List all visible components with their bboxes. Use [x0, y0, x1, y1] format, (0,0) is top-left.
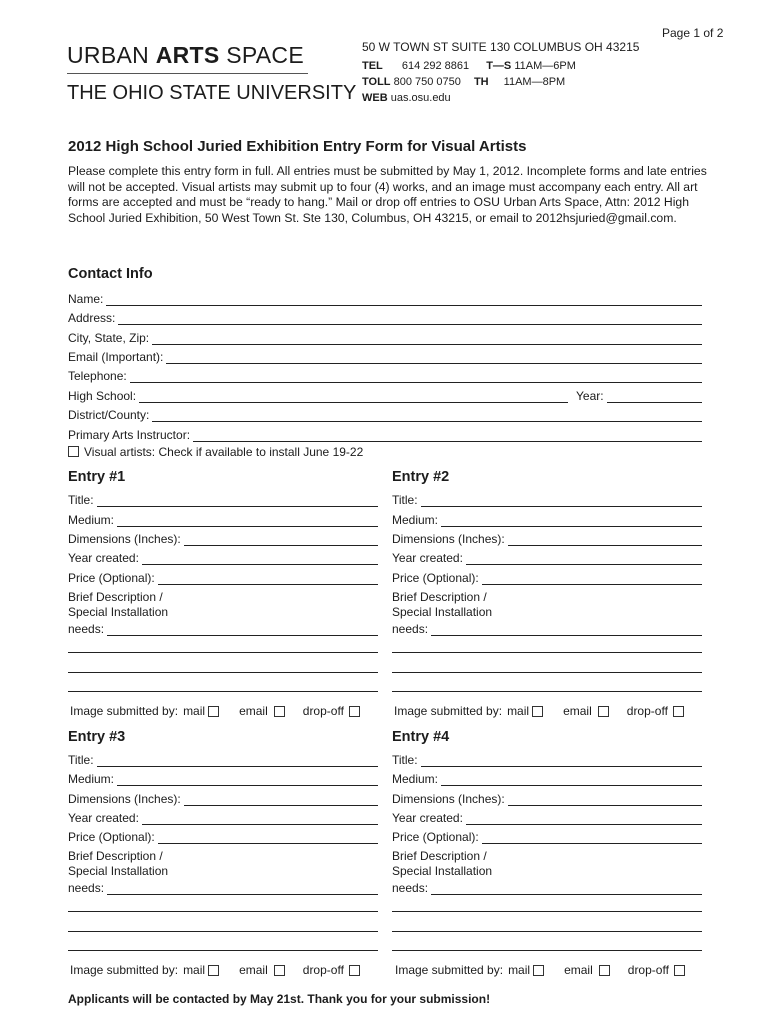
email-field[interactable]: [68, 349, 702, 364]
entry-2-description-label-b: Special Installation: [392, 605, 493, 619]
entry-3-dropoff-label: drop-off: [302, 963, 344, 977]
year-field[interactable]: [576, 388, 702, 403]
contact-row-tel: [362, 60, 576, 72]
district-county-line[interactable]: [152, 410, 702, 422]
entry-4-dimensions-label: Dimensions (Inches):: [392, 792, 505, 806]
logo-word-arts: ARTS: [155, 42, 220, 68]
entry-2-description-line-4[interactable]: [392, 691, 702, 692]
entry-1-mail-checkbox[interactable]: [208, 706, 219, 717]
entry-1-title-field[interactable]: [68, 492, 378, 507]
entry-3-description-label-b: Special Installation: [68, 864, 169, 878]
high-school-field[interactable]: [68, 388, 568, 403]
entry-2-year-created-field[interactable]: [392, 550, 702, 565]
toll-number: 800 750 0750: [393, 76, 461, 88]
name-line[interactable]: [106, 294, 702, 306]
entry-4-description-line[interactable]: [431, 883, 702, 895]
entry-4-medium-label: Medium:: [392, 772, 439, 786]
entry-1-description-label-c: needs:: [68, 622, 105, 636]
entry-4-medium-line[interactable]: [441, 774, 702, 786]
ts-hours: 11AM—6PM: [514, 60, 576, 72]
entry-1-medium-line[interactable]: [117, 515, 378, 527]
entry-3-year-created-label: Year created:: [68, 811, 139, 825]
entry-1-image-submitted-row: [70, 704, 360, 718]
ts-label: T—S: [486, 60, 512, 72]
entry-4-price-field[interactable]: [392, 829, 702, 844]
entry-4-dropoff-checkbox[interactable]: [674, 965, 685, 976]
entry-2-description-line-3[interactable]: [392, 672, 702, 673]
name-label: Name:: [68, 292, 104, 306]
entry-3-dropoff-checkbox[interactable]: [349, 965, 360, 976]
entry-1-email-label: email: [239, 704, 268, 718]
entry-1-price-line[interactable]: [158, 573, 378, 585]
entry-4-mail-label: mail: [508, 963, 531, 977]
entry-1-description-line-4[interactable]: [68, 691, 378, 692]
entry-1-description-line-2[interactable]: [68, 652, 378, 653]
install-availability-row: [68, 445, 363, 459]
entry-4-mail-checkbox[interactable]: [533, 965, 544, 976]
entry-3-medium-label: Medium:: [68, 772, 115, 786]
entry-3-description-label-a: Brief Description /: [68, 849, 163, 863]
email-line[interactable]: [166, 352, 702, 364]
entry-4-description-label-c: needs:: [392, 881, 429, 895]
entry-2-email-option[interactable]: [563, 704, 609, 718]
entry-3-medium-line[interactable]: [117, 774, 378, 786]
entry-4-title-line[interactable]: [421, 755, 702, 767]
entry-3-image-submitted-row: [70, 963, 360, 977]
arts-instructor-field[interactable]: [68, 427, 702, 442]
address-line[interactable]: [118, 313, 702, 325]
entry-3-email-label: email: [239, 963, 268, 977]
entry-4-description-line-2[interactable]: [392, 911, 702, 912]
entry-2-heading: Entry #2: [392, 469, 450, 485]
entry-2-year-created-line[interactable]: [466, 553, 702, 565]
form-title: 2012 High School Juried Exhibition Entry Form for Visual Artists: [68, 138, 527, 155]
entry-4-description-label-b: Special Installation: [392, 864, 493, 878]
entry-2-description-label-a: Brief Description /: [392, 590, 487, 604]
high-school-label: High School:: [68, 389, 137, 403]
email-label: Email (Important):: [68, 350, 164, 364]
entry-2-mail-label: mail: [507, 704, 530, 718]
telephone-field[interactable]: [68, 368, 702, 383]
entry-3-description-line-4[interactable]: [68, 950, 378, 951]
entry-2-title-field[interactable]: [392, 492, 702, 507]
entry-3-description-line[interactable]: [107, 883, 378, 895]
entry-1-medium-label: Medium:: [68, 513, 115, 527]
entry-3-image-submitted-label: Image submitted by:: [70, 963, 179, 977]
entry-3-dimensions-field[interactable]: [68, 791, 378, 806]
street-address: 50 W TOWN ST SUITE 130 COLUMBUS OH 43215: [362, 40, 640, 54]
entry-3-dimensions-label: Dimensions (Inches):: [68, 792, 181, 806]
entry-2-description-field[interactable]: [392, 621, 702, 636]
entry-2-dropoff-option[interactable]: [627, 704, 684, 718]
entry-1-year-created-line[interactable]: [142, 553, 378, 565]
entry-3-price-line[interactable]: [158, 832, 378, 844]
high-school-line[interactable]: [139, 391, 568, 403]
entry-4-image-submitted-label: Image submitted by:: [395, 963, 504, 977]
entry-1-description-line[interactable]: [107, 624, 378, 636]
district-county-field[interactable]: [68, 407, 702, 422]
th-hours: 11AM—8PM: [503, 76, 566, 88]
entry-2-email-checkbox[interactable]: [598, 706, 609, 717]
logo-divider: [67, 73, 308, 74]
entry-4-description-line-4[interactable]: [392, 950, 702, 951]
entry-2-dimensions-line[interactable]: [508, 534, 702, 546]
entry-3-description-label-c: needs:: [68, 881, 105, 895]
entry-1-description-line-3[interactable]: [68, 672, 378, 673]
logo-word-urban: URBAN: [67, 42, 156, 68]
arts-instructor-label: Primary Arts Instructor:: [68, 428, 191, 442]
entry-2-title-line[interactable]: [421, 495, 702, 507]
entry-2-title-label: Title:: [392, 493, 418, 507]
entry-2-mail-option[interactable]: [507, 704, 543, 718]
entry-2-image-submitted-row: [394, 704, 684, 718]
entry-1-heading: Entry #1: [68, 469, 126, 485]
name-field[interactable]: [68, 291, 702, 306]
entry-3-dimensions-line[interactable]: [184, 794, 378, 806]
entry-1-description-label-a: Brief Description /: [68, 590, 163, 604]
entry-3-title-line[interactable]: [97, 755, 378, 767]
entry-2-dimensions-label: Dimensions (Inches):: [392, 532, 505, 546]
entry-1-description-label-b: Special Installation: [68, 605, 169, 619]
entry-3-title-field[interactable]: [68, 752, 378, 767]
entry-2-year-created-label: Year created:: [392, 551, 463, 565]
city-state-zip-field[interactable]: [68, 330, 702, 345]
entry-2-description-line-2[interactable]: [392, 652, 702, 653]
entry-1-title-line[interactable]: [97, 495, 378, 507]
web-label: WEB: [362, 92, 388, 104]
entry-2-price-field[interactable]: [392, 570, 702, 585]
entry-3-price-label: Price (Optional):: [68, 830, 155, 844]
entry-1-year-created-label: Year created:: [68, 551, 139, 565]
entry-4-medium-field[interactable]: [392, 771, 702, 786]
entry-3-mail-label: mail: [183, 963, 206, 977]
entry-2-medium-label: Medium:: [392, 513, 439, 527]
entry-4-dimensions-line[interactable]: [508, 794, 702, 806]
entry-1-mail-option[interactable]: [183, 704, 219, 718]
entry-3-title-label: Title:: [68, 753, 94, 767]
entry-3-mail-checkbox[interactable]: [208, 965, 219, 976]
contact-row-toll: [362, 76, 565, 88]
entry-2-medium-line[interactable]: [441, 515, 702, 527]
entry-2-dimensions-field[interactable]: [392, 531, 702, 546]
logo-urban-arts-space: [67, 42, 304, 69]
entry-1-dropoff-label: drop-off: [302, 704, 344, 718]
entry-4-price-label: Price (Optional):: [392, 830, 479, 844]
entry-2-dropoff-label: drop-off: [626, 704, 668, 718]
entry-1-email-option[interactable]: [239, 704, 285, 718]
telephone-line[interactable]: [130, 371, 702, 383]
entry-4-year-created-field[interactable]: [392, 810, 702, 825]
district-county-label: District/County:: [68, 408, 150, 422]
entry-3-year-created-line[interactable]: [142, 813, 378, 825]
entry-1-dimensions-field[interactable]: [68, 531, 378, 546]
entry-2-price-label: Price (Optional):: [392, 571, 479, 585]
entry-1-description-field[interactable]: [68, 621, 378, 636]
entry-3-heading: Entry #3: [68, 729, 126, 745]
entry-1-dimensions-line[interactable]: [184, 534, 378, 546]
entry-4-title-label: Title:: [392, 753, 418, 767]
logo-word-space: SPACE: [219, 42, 304, 68]
entry-4-title-field[interactable]: [392, 752, 702, 767]
city-state-zip-line[interactable]: [152, 333, 702, 345]
entry-1-title-label: Title:: [68, 493, 94, 507]
entry-2-medium-field[interactable]: [392, 512, 702, 527]
web-address: uas.osu.edu: [390, 92, 451, 104]
entry-1-email-checkbox[interactable]: [274, 706, 285, 717]
entry-4-email-checkbox[interactable]: [599, 965, 610, 976]
entry-1-price-field[interactable]: [68, 570, 378, 585]
entry-1-dimensions-label: Dimensions (Inches):: [68, 532, 181, 546]
address-label: Address:: [68, 311, 116, 325]
arts-instructor-line[interactable]: [193, 430, 702, 442]
page-number: Page 1 of 2: [662, 26, 724, 40]
entry-4-heading: Entry #4: [392, 729, 450, 745]
entry-3-description-field[interactable]: [68, 880, 378, 895]
entry-3-year-created-field[interactable]: [68, 810, 378, 825]
entry-1-medium-field[interactable]: [68, 512, 378, 527]
entry-2-mail-checkbox[interactable]: [532, 706, 543, 717]
entry-4-image-submitted-row: [395, 963, 685, 977]
entry-3-email-checkbox[interactable]: [274, 965, 285, 976]
entry-4-mail-option[interactable]: [508, 963, 544, 977]
tel-number: 614 292 8861: [401, 60, 470, 72]
entry-4-description-label-a: Brief Description /: [392, 849, 487, 863]
entry-4-year-created-line[interactable]: [466, 813, 702, 825]
entry-1-price-label: Price (Optional):: [68, 571, 155, 585]
entry-1-year-created-field[interactable]: [68, 550, 378, 565]
entry-4-price-line[interactable]: [482, 832, 702, 844]
entry-3-mail-option[interactable]: [183, 963, 219, 977]
logo-osu: THE OHIO STATE UNIVERSITY: [67, 82, 357, 104]
entry-2-price-line[interactable]: [482, 573, 702, 585]
entry-1-image-submitted-label: Image submitted by:: [70, 704, 179, 718]
entry-1-dropoff-checkbox[interactable]: [349, 706, 360, 717]
entry-3-price-field[interactable]: [68, 829, 378, 844]
entry-3-email-option[interactable]: [239, 963, 285, 977]
entry-4-year-created-label: Year created:: [392, 811, 463, 825]
install-availability-label: Visual artists: Check if available to install June 19-22: [84, 445, 364, 459]
contact-info-heading: Contact Info: [68, 266, 153, 282]
entry-4-description-line-3[interactable]: [392, 931, 702, 932]
contact-row-web: [362, 92, 451, 104]
th-label: TH: [473, 76, 489, 88]
install-availability-checkbox[interactable]: [68, 446, 79, 457]
entry-3-medium-field[interactable]: [68, 771, 378, 786]
entry-1-mail-label: mail: [183, 704, 206, 718]
entry-3-description-line-2[interactable]: [68, 911, 378, 912]
entry-1-dropoff-option[interactable]: [303, 704, 360, 718]
telephone-label: Telephone:: [68, 369, 127, 383]
entry-2-dropoff-checkbox[interactable]: [673, 706, 684, 717]
entry-4-email-option[interactable]: [564, 963, 610, 977]
year-line[interactable]: [607, 391, 702, 403]
entry-2-email-label: email: [563, 704, 592, 718]
entry-4-email-label: email: [564, 963, 593, 977]
address-field[interactable]: [68, 310, 702, 325]
entry-4-dropoff-label: drop-off: [627, 963, 669, 977]
city-state-zip-label: City, State, Zip:: [68, 331, 150, 345]
intro-paragraph: Please complete this entry form in full. All entries must be submitted by May 1, 2012. Incomplete forms and late entries will not be accepted. Visual artists may submit up to four (4) works, and an image must accompany each entry. All art forms are accepted and must be “ready to hang.” Mail or drop off entries to OSU Urban Arts Space, Attn: 2012 High School Juried Exhibition, 50 West Town St. Ste 130, Columbus, OH 43215, or email to 2012hsjuried@gmail.com.: [68, 164, 707, 225]
entry-2-description-label-c: needs:: [392, 622, 429, 636]
entry-3-description-line-3[interactable]: [68, 931, 378, 932]
entry-3-dropoff-option[interactable]: [303, 963, 360, 977]
year-label: Year:: [576, 389, 604, 403]
entry-4-dimensions-field[interactable]: [392, 791, 702, 806]
entry-4-dropoff-option[interactable]: [628, 963, 685, 977]
entry-2-image-submitted-label: Image submitted by:: [394, 704, 503, 718]
entry-2-description-line[interactable]: [431, 624, 702, 636]
entry-4-description-field[interactable]: [392, 880, 702, 895]
toll-label: TOLL: [362, 76, 391, 88]
tel-label: TEL: [362, 60, 383, 72]
footer-note: Applicants will be contacted by May 21st. Thank you for your submission!: [68, 992, 491, 1006]
